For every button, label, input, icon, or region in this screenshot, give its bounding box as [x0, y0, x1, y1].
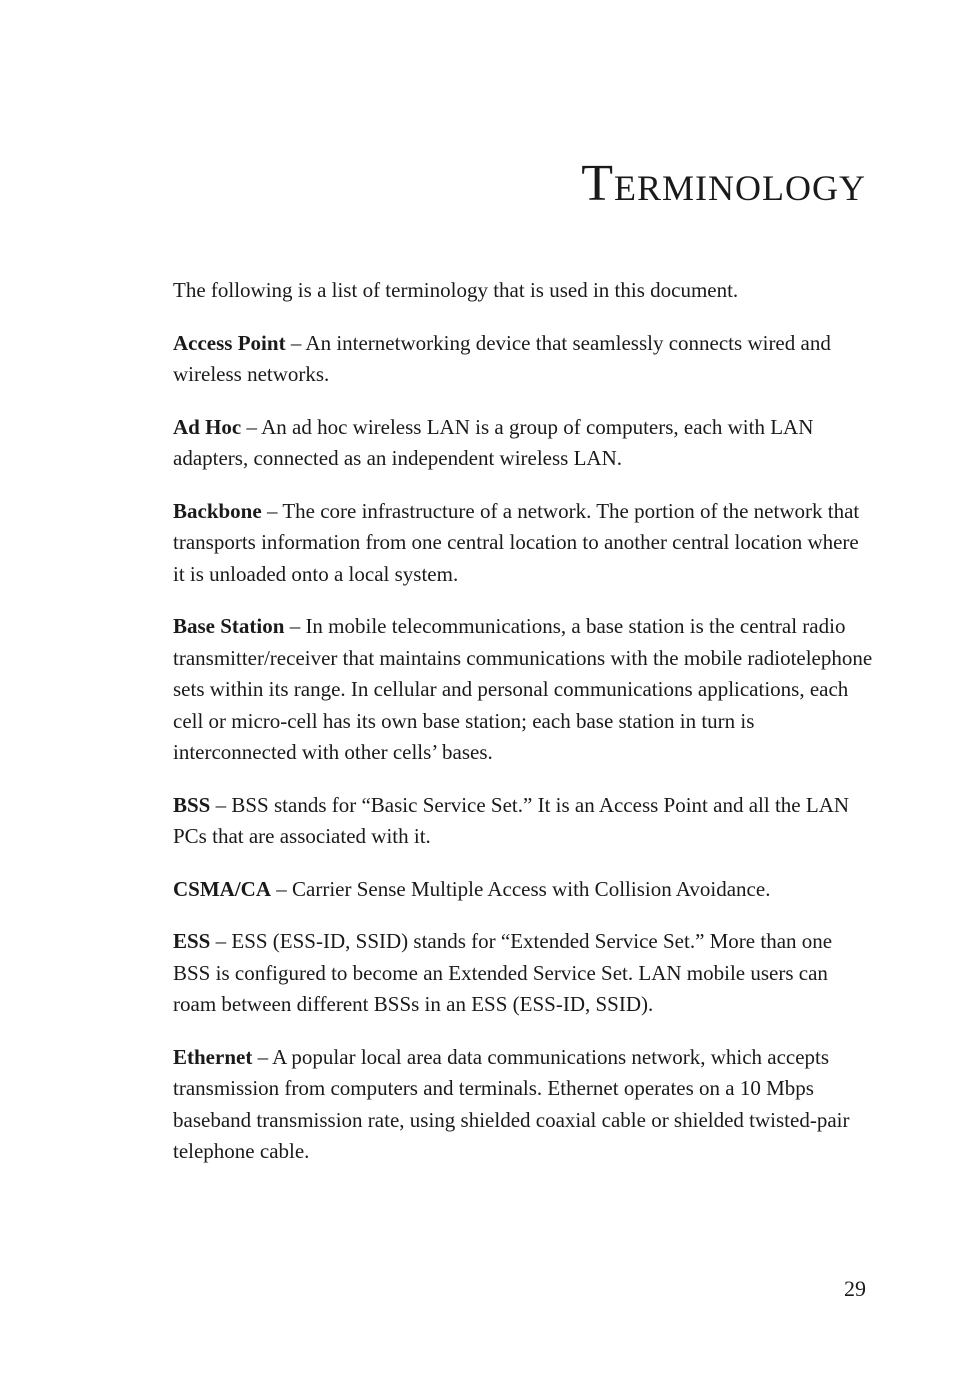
glossary-definition: Carrier Sense Multiple Access with Collision Avoidance. [292, 876, 771, 901]
glossary-definition: An ad hoc wireless LAN is a group of computers, each with LAN adapters, connected as an independent wireless LAN. [173, 414, 814, 470]
glossary-entry-ess [173, 926, 873, 1021]
term-separator: – [210, 929, 232, 953]
glossary-entry-base-station [173, 611, 873, 769]
page-number: 29 [844, 1276, 866, 1301]
glossary-term: Base Station [173, 614, 285, 638]
glossary-term: ESS [173, 929, 211, 953]
glossary-definition: The core infrastructure of a network. The portion of the network that transports information from one central location to another central location where it is unloaded onto a local system. [173, 498, 860, 586]
term-separator: – [271, 876, 292, 901]
term-separator: – [252, 1044, 273, 1069]
glossary-term: CSMA/CA [173, 876, 271, 901]
glossary-term: Backbone [173, 498, 262, 523]
page-title: Terminology [581, 155, 866, 212]
glossary-term: Access Point [173, 330, 286, 355]
term-separator: – [210, 792, 232, 817]
glossary-entry-ethernet [173, 1042, 873, 1168]
glossary-definition: A popular local area data communications network, which accepts transmission from computers and terminals. Ethernet operates on a 10 Mbps baseband transmission rate, using shielded coaxial cable or shielded twisted-pair telephone cable. [173, 1044, 850, 1163]
glossary-definition: An internetworking device that seamlessly connects wired and wireless networks. [173, 330, 831, 386]
intro-paragraph: The following is a list of terminology that is used in this document. [173, 278, 739, 302]
glossary-definition: In mobile telecommunications, a base station is the central radio transmitter/receiver that maintains communications with the mobile radiotelephone sets within its range. In cellular and personal communications applications, each cell or micro-cell has its own base station; each base station in turn is interconnected with other cells’ bases. [173, 614, 873, 764]
terminology-content [173, 275, 873, 1189]
glossary-term: Ad Hoc [173, 414, 242, 439]
glossary-entry-access-point [173, 328, 873, 391]
glossary-entry-csma-ca [173, 874, 873, 906]
term-separator: – [284, 614, 306, 638]
glossary-term: Ethernet [173, 1044, 253, 1069]
term-separator: – [241, 414, 262, 439]
glossary-entry-backbone [173, 496, 873, 591]
term-separator: – [285, 330, 306, 355]
term-separator: – [261, 498, 283, 523]
glossary-entry-ad-hoc [173, 412, 873, 475]
glossary-definition: ESS (ESS-ID, SSID) stands for “Extended Service Set.” More than one BSS is configured to become an Extended Service Set. LAN mobile users can roam between different BSSs in an ESS (ESS-ID, SSID). [173, 929, 833, 1016]
glossary-term: BSS [173, 792, 211, 817]
glossary-definition: BSS stands for “Basic Service Set.” It is an Access Point and all the LAN PCs that are associated with it. [173, 792, 850, 848]
glossary-entry-bss [173, 790, 873, 853]
